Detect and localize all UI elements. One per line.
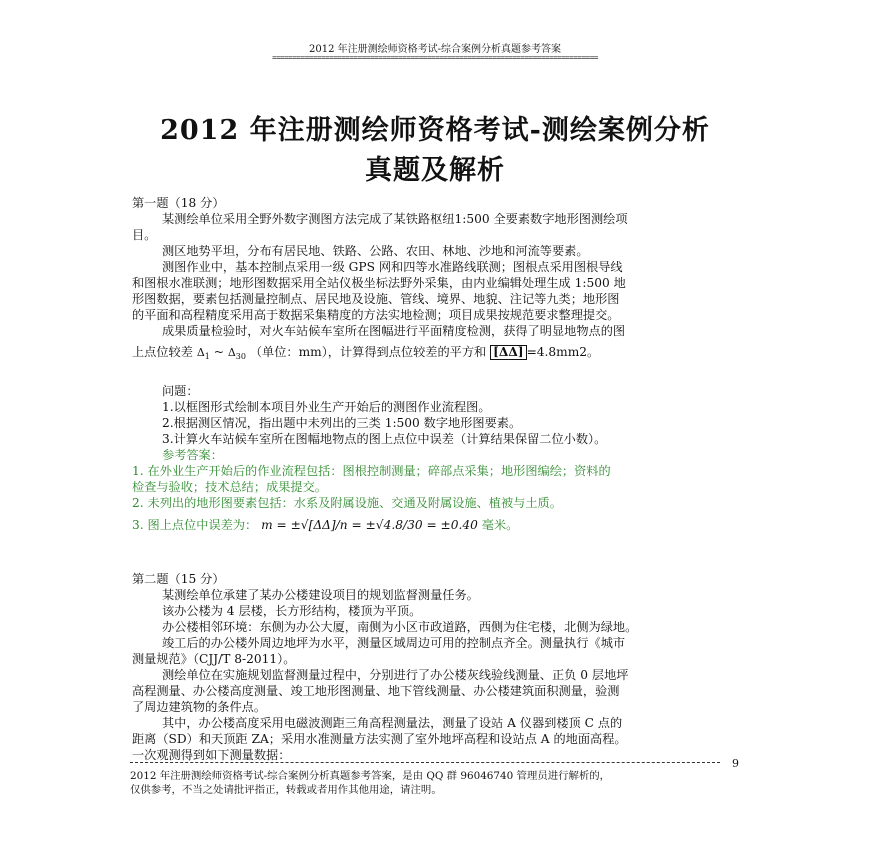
q1-text: =4.8mm2。 bbox=[526, 345, 600, 359]
q1-paragraph: 测图作业中，基本控制点采用一级 GPS 网和四等水准路线联测；图根点采用图根导线 bbox=[162, 260, 623, 274]
page-title-line2: 真题及解析 bbox=[365, 155, 505, 186]
footer-note: 2012 年注册测绘师资格考试-综合案例分析真题参考答案，是由 QQ 群 96046740 管理员进行解析的， bbox=[130, 770, 611, 782]
question-item: 1.以框图形式绘制本项目外业生产开始后的测图作业流程图。 bbox=[162, 400, 491, 414]
answer-heading: 参考答案： bbox=[162, 448, 223, 462]
q1-heading: 第一题（18 分） bbox=[132, 196, 225, 210]
q2-paragraph: 竣工后的办公楼外周边地坪为水平，测量区域周边可用的控制点齐全。测量执行《城市 bbox=[162, 636, 626, 650]
q2-paragraph: 测绘单位在实施规划监督测量过程中，分别进行了办公楼灰线验线测量、正负 0 层地坪 bbox=[162, 668, 629, 682]
q1-paragraph: 和图根水准联测；地形图数据采用全站仪极坐标法野外采集，由内业编辑处理生成 1:500 地 bbox=[132, 276, 626, 290]
header-rule: ================================================================================ bbox=[272, 53, 598, 62]
q2-paragraph: 某测绘单位承建了某办公楼建设项目的规划监督测量任务。 bbox=[162, 588, 479, 602]
q2-paragraph: 了周边建筑物的条件点。 bbox=[132, 700, 267, 714]
sum-of-squares-box: [ΔΔ] bbox=[490, 345, 526, 360]
page-number: 9 bbox=[732, 757, 739, 770]
tilde-symbol: ~ bbox=[209, 345, 228, 359]
q1-paragraph: 的平面和高程精度采用高于数据采集精度的方法实地检测；项目成果按规范要求整理提交。 bbox=[132, 308, 620, 322]
running-header: 2012 年注册测绘师资格考试-综合案例分析真题参考答案 bbox=[308, 44, 561, 55]
answer-item: 1. 在外业生产开始后的作业流程包括：图根控制测量；碎部点采集；地形图编绘；资料的 bbox=[132, 464, 611, 478]
delta-symbol: Δ bbox=[227, 346, 236, 359]
footer-rule bbox=[130, 762, 720, 763]
q1-paragraph: 成果质量检验时，对火车站候车室所在图幅进行平面精度检测，获得了明显地物点的图 bbox=[162, 324, 626, 338]
q2-paragraph: 高程测量、办公楼高度测量、竣工地形图测量、地下管线测量、办公楼建筑面积测量，验测 bbox=[132, 684, 620, 698]
q1-text: （单位：mm），计算得到点位较差的平方和 bbox=[249, 345, 487, 359]
q1-paragraph: 测区地势平坦，分布有居民地、铁路、公路、农田、林地、沙地和河流等要素。 bbox=[162, 244, 589, 258]
subscript-1: 1 bbox=[204, 352, 210, 361]
q2-heading: 第二题（15 分） bbox=[132, 572, 225, 586]
answer-text: 3. 图上点位中误差为： bbox=[132, 518, 258, 532]
questions-heading: 问题： bbox=[162, 384, 199, 398]
delta-symbol: Δ bbox=[196, 346, 205, 359]
q1-paragraph: 形图数据，要素包括测量控制点、居民地及设施、管线、境界、地貌、注记等九类；地形图 bbox=[132, 292, 620, 306]
question-item: 3.计算火车站候车室所在图幅地物点的图上点位中误差（计算结果保留二位小数）。 bbox=[162, 432, 607, 446]
page-title-line1: 2012 年注册测绘师资格考试-测绘案例分析 bbox=[160, 115, 710, 146]
q2-paragraph: 一次观测得到如下测量数据： bbox=[132, 748, 291, 762]
q2-paragraph: 距离（SD）和天顶距 ZA；采用水准测量方法实测了室外地坪高程和设站点 A 的地面高程。 bbox=[132, 732, 627, 746]
question-item: 2.根据测区情况，指出题中未列出的三类 1:500 数字地形图要素。 bbox=[162, 416, 522, 430]
q2-paragraph: 办公楼相邻环境：东侧为办公大厦，南侧为小区市政道路，西侧为住宅楼，北侧为绿地。 bbox=[162, 620, 638, 634]
q1-text: 上点位较差 bbox=[132, 345, 193, 359]
q2-paragraph: 其中，办公楼高度采用电磁波测距三角高程测量法，测量了设站 A 仪器到楼顶 C 点的 bbox=[162, 716, 623, 730]
q2-paragraph: 测量规范》（CJJ/T 8-2011）。 bbox=[132, 652, 296, 666]
answer-item: 检查与验收；技术总结；成果提交。 bbox=[132, 480, 327, 494]
q1-paragraph: 某测绘单位采用全野外数字测图方法完成了某铁路枢纽1:500 全要素数字地形图测绘项 bbox=[162, 212, 628, 226]
rmse-formula: m = ±√[ΔΔ]/n = ±√4.8/30 = ±0.40 bbox=[261, 518, 478, 532]
q1-paragraph-with-formula bbox=[132, 344, 740, 365]
q2-paragraph: 该办公楼为 4 层楼，长方形结构，楼顶为平顶。 bbox=[162, 604, 422, 618]
answer-text: 毫米。 bbox=[481, 518, 519, 532]
subscript-30: 30 bbox=[235, 352, 246, 361]
q1-paragraph: 目。 bbox=[132, 228, 157, 242]
answer-item-formula bbox=[132, 517, 740, 533]
footer-note: 仅供参考，不当之处请批评指正，转载或者用作其他用途，请注明。 bbox=[130, 784, 442, 796]
answer-item: 2. 未列出的地形图要素包括：水系及附属设施、交通及附属设施、植被与土质。 bbox=[132, 496, 562, 510]
